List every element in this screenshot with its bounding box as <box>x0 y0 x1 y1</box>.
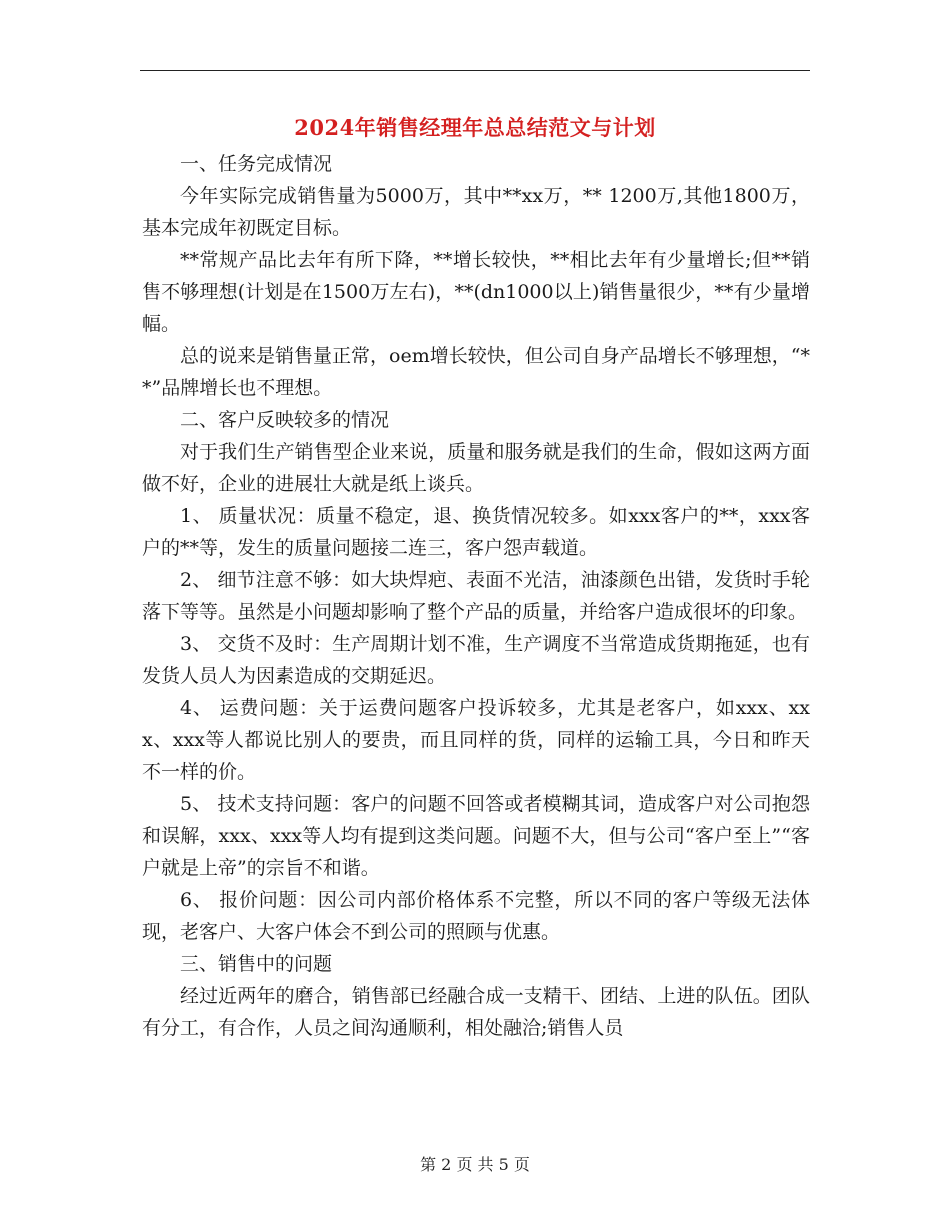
document-title: 2024年销售经理年总总结范文与计划 <box>294 115 656 140</box>
header-rule <box>140 70 810 71</box>
paragraph: 总的说来是销售量正常，oem增长较快，但公司自身产品增长不够理想，“**”品牌增长也不理想。 <box>142 345 810 399</box>
paragraph: 2、 细节注意不够：如大块焊疤、表面不光洁，油漆颜色出错，发货时手轮落下等等。虽然是小问题却影响了整个产品的质量，并给客户造成很坏的印象。 <box>142 569 810 623</box>
paragraph: 6、 报价问题：因公司内部价格体系不完整，所以不同的客户等级无法体现，老客户、大客户体会不到公司的照顾与优惠。 <box>142 889 810 943</box>
paragraph: 1、 质量状况：质量不稳定，退、换货情况较多。如xxx客户的**，xxx客户的**等，发生的质量问题接二连三，客户怨声载道。 <box>142 505 810 559</box>
document-body <box>142 148 810 1044</box>
page-number: 第 2 页 共 5 页 <box>420 1155 530 1174</box>
paragraph: 今年实际完成销售量为5000万，其中**xx万，** 1200万,其他1800万，基本完成年初既定目标。 <box>142 185 810 239</box>
paragraph: 对于我们生产销售型企业来说，质量和服务就是我们的生命，假如这两方面做不好，企业的进展壮大就是纸上谈兵。 <box>142 441 810 495</box>
paragraph: 经过近两年的磨合，销售部已经融合成一支精干、团结、上进的队伍。团队有分工，有合作，人员之间沟通顺利，相处融洽;销售人员 <box>142 985 810 1039</box>
paragraph: 二、客户反映较多的情况 <box>180 409 390 431</box>
paragraph: **常规产品比去年有所下降，**增长较快，**相比去年有少量增长;但**销售不够理想(计划是在1500万左右)，**(dn1000以上)销售量很少，**有少量增幅。 <box>142 249 810 335</box>
paragraph: 5、 技术支持问题：客户的问题不回答或者模糊其词，造成客户对公司抱怨和误解，xxx、xxx等人均有提到这类问题。问题不大，但与公司“客户至上”“客户就是上帝”的宗旨不和谐。 <box>142 793 810 879</box>
paragraph: 三、销售中的问题 <box>180 953 333 975</box>
paragraph: 4、 运费问题：关于运费问题客户投诉较多，尤其是老客户，如xxx、xxx、xxx等人都说比别人的要贵，而且同样的货，同样的运输工具，今日和昨天不一样的价。 <box>142 697 810 783</box>
paragraph: 3、 交货不及时：生产周期计划不准，生产调度不当常造成货期拖延，也有发货人员人为因素造成的交期延迟。 <box>142 633 810 687</box>
paragraph: 一、任务完成情况 <box>180 153 333 175</box>
